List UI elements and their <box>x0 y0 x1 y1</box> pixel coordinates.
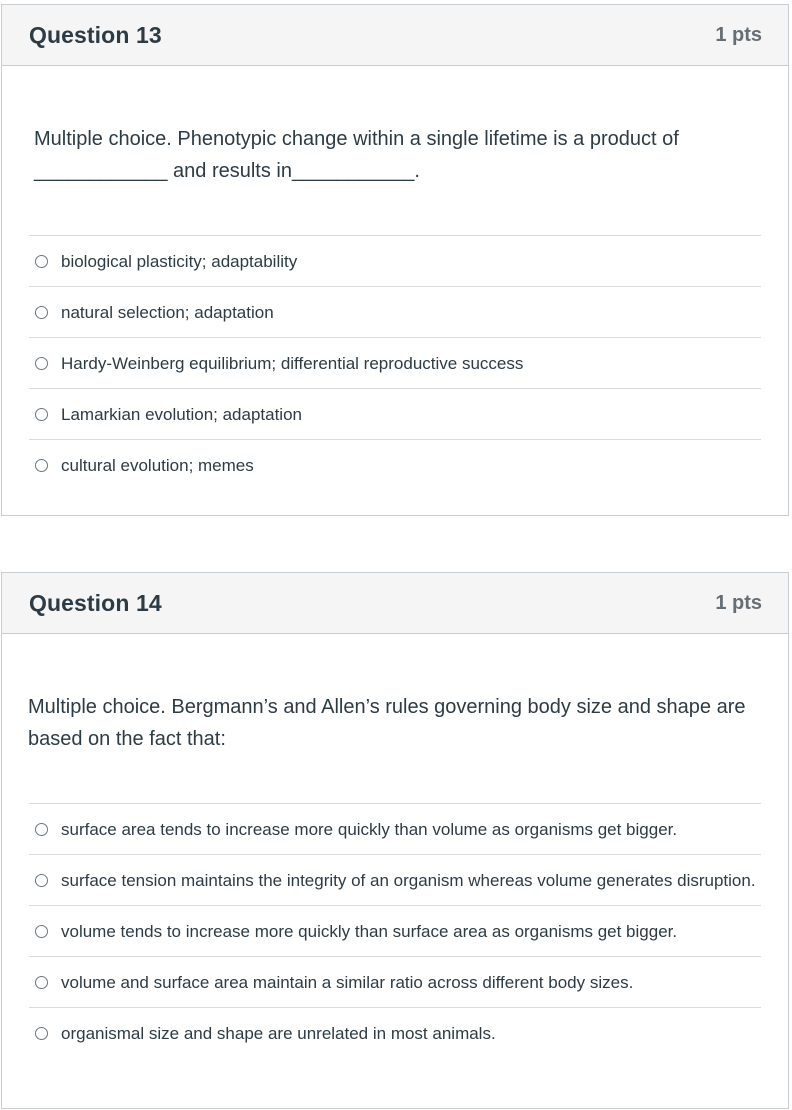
radio-button[interactable] <box>35 357 48 370</box>
answer-label[interactable]: volume and surface area maintain a similar ratio across different body sizes. <box>61 973 634 992</box>
radio-button[interactable] <box>35 976 48 989</box>
answer-label[interactable]: biological plasticity; adaptability <box>61 252 298 271</box>
radio-button[interactable] <box>35 925 48 938</box>
answer-option[interactable] <box>29 338 761 389</box>
answer-label[interactable]: Lamarkian evolution; adaptation <box>61 405 302 424</box>
answer-option[interactable] <box>29 957 761 1008</box>
answer-label[interactable]: surface area tends to increase more quickly than volume as organisms get bigger. <box>61 820 678 839</box>
radio-button[interactable] <box>35 255 48 268</box>
question-header <box>2 5 788 66</box>
question-title: Question 13 <box>29 21 162 48</box>
question-text: Multiple choice. Phenotypic change within a single lifetime is a product of ____________ and results in___________. <box>34 128 679 182</box>
question-14-card <box>1 572 789 1109</box>
radio-button[interactable] <box>35 1027 48 1040</box>
radio-button[interactable] <box>35 459 48 472</box>
answer-option[interactable] <box>29 440 761 490</box>
answer-option[interactable] <box>29 1008 761 1058</box>
answer-label[interactable]: surface tension maintains the integrity of an organism whereas volume generates disruption. <box>61 871 756 890</box>
question-header <box>2 573 788 634</box>
answer-label[interactable]: natural selection; adaptation <box>61 303 274 322</box>
question-title: Question 14 <box>29 589 162 616</box>
answer-option[interactable] <box>29 389 761 440</box>
radio-button[interactable] <box>35 408 48 421</box>
answer-label[interactable]: organismal size and shape are unrelated in most animals. <box>61 1024 496 1043</box>
radio-button[interactable] <box>35 823 48 836</box>
question-13-card <box>1 4 789 516</box>
answer-option[interactable] <box>29 287 761 338</box>
radio-button[interactable] <box>35 874 48 887</box>
answer-option[interactable] <box>29 236 761 287</box>
answer-label[interactable]: cultural evolution; memes <box>61 456 254 475</box>
answer-list <box>29 803 761 1058</box>
answer-option[interactable] <box>29 855 761 906</box>
answer-option[interactable] <box>29 804 761 855</box>
answer-list <box>29 235 761 490</box>
question-text: Multiple choice. Bergmann’s and Allen’s rules governing body size and shape are based on the fact that: <box>28 696 746 750</box>
answer-label[interactable]: Hardy-Weinberg equilibrium; differential reproductive success <box>61 354 524 373</box>
question-points: 1 pts <box>715 591 762 614</box>
question-points: 1 pts <box>715 23 762 46</box>
answer-label[interactable]: volume tends to increase more quickly than surface area as organisms get bigger. <box>61 922 678 941</box>
radio-button[interactable] <box>35 306 48 319</box>
answer-option[interactable] <box>29 906 761 957</box>
